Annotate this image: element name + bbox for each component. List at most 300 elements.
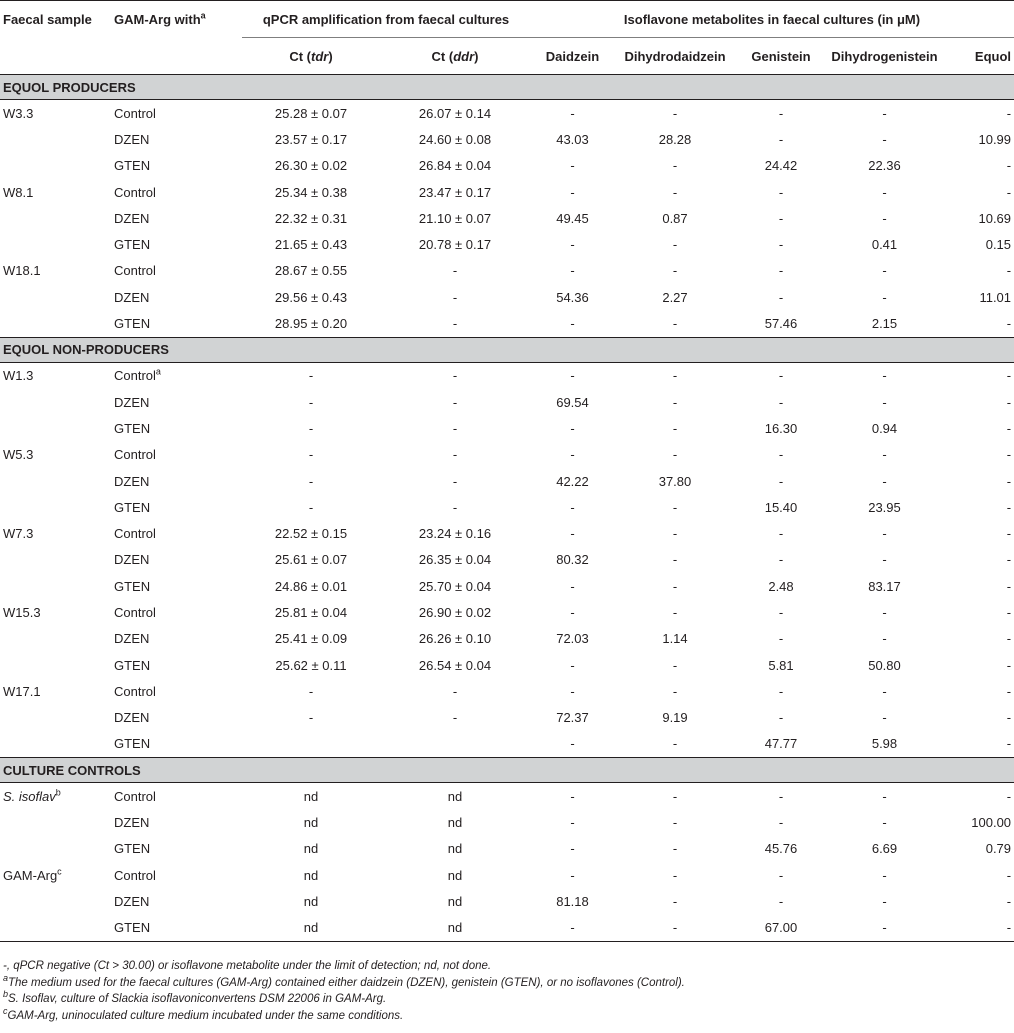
table-row [0,205,1014,231]
cell-ct-tdr: 25.81 ± 0.04 [274,604,348,620]
cell-genistein: - [778,237,784,253]
cell-equol: - [1006,526,1012,542]
section-title: EQUOL NON-PRODUCERS [0,337,1014,362]
cell-condition [114,836,242,862]
header-dihydrodaidzein: Dihydrodaidzein [615,38,735,75]
cell-ct-tdr: nd [303,867,319,883]
cell-dihydrodaidzein: 37.80 [658,473,692,489]
cell-ct-ddr: 20.78 ± 0.17 [418,237,492,253]
header-ct-tdr-close: ) [328,48,333,64]
cell-dihydrodaidzein: - [672,867,678,883]
cell-condition-text: Control [114,105,156,121]
header-dihydrogenistein: Dihydrogenistein [827,38,942,75]
cell-equol: - [1006,420,1012,436]
cell-dihydrodaidzein: - [672,237,678,253]
cell-equol: - [1006,736,1012,752]
cell-condition-text: GTEN [114,736,151,752]
cell-sample [0,310,114,337]
footnote-a [3,972,685,992]
header-ct-tdr-gene: tdr [310,48,329,64]
header-row-2 [0,38,1014,75]
cell-ct-ddr: 25.70 ± 0.04 [418,578,492,594]
cell-daidzein: - [570,158,575,174]
cell-equol: - [1006,394,1012,410]
cell-sample [0,179,114,205]
table-row [0,809,1014,835]
cell-condition [114,389,242,415]
cell-genistein: - [778,815,784,831]
table-row [0,731,1014,758]
cell-genistein: - [778,131,784,147]
cell-genistein: 47.77 [764,736,798,752]
cell-condition [114,547,242,573]
table-row [0,442,1014,468]
cell-sample [0,153,114,179]
header-faecal-sample: Faecal sample [0,1,114,38]
cell-dihydrogenistein: 50.80 [868,657,901,673]
section-header [0,337,1014,362]
cell-ct-ddr: 26.90 ± 0.02 [418,604,492,620]
cell-dihydrodaidzein: - [672,394,678,410]
cell-equol: - [1006,683,1012,699]
cell-dihydrogenistein: 5.98 [871,736,898,752]
cell-dihydrogenistein: - [882,473,887,489]
cell-equol: - [1006,578,1012,594]
cell-sample [0,442,114,468]
cell-sample [0,258,114,284]
cell-equol: 11.01 [979,289,1012,305]
cell-condition-text: GTEN [114,841,151,857]
cell-daidzein: - [570,657,575,673]
cell-condition-text: GTEN [114,499,151,515]
header-equol: Equol [942,38,1014,75]
cell-condition [114,888,242,914]
cell-sample [0,915,114,942]
cell-dihydrogenistein: - [882,210,887,226]
cell-dihydrogenistein: 22.36 [868,158,901,174]
cell-sample [0,284,114,310]
cell-genistein: 24.42 [764,158,798,174]
cell-condition-text: DZEN [114,210,150,226]
footnote-c-sup: c [3,1005,8,1016]
cell-dihydrogenistein: - [882,604,887,620]
table-row [0,468,1014,494]
cell-equol: - [1006,368,1012,384]
cell-daidzein: - [570,604,575,620]
footnote-c-text: GAM-Arg, uninoculated culture medium incubated under the same conditions. [7,1009,404,1022]
table-row [0,258,1014,284]
cell-genistein: - [778,526,784,542]
cell-dihydrogenistein: 83.17 [868,578,901,594]
cell-dihydrogenistein: - [882,526,887,542]
cell-condition [114,731,242,758]
cell-genistein: 45.76 [764,841,798,857]
cell-condition [114,809,242,835]
cell-genistein: - [778,893,784,909]
cell-ct-ddr [380,731,530,758]
cell-ct-ddr: nd [447,841,463,857]
cell-condition-text: DZEN [114,552,150,568]
cell-condition [114,862,242,888]
cell-genistein: - [778,552,784,568]
cell-condition-text: DZEN [114,131,150,147]
cell-condition [114,494,242,520]
cell-sample-text: W15.3 [3,604,41,620]
cell-dihydrodaidzein: - [672,683,678,699]
table-row [0,231,1014,257]
cell-ct-tdr [242,731,380,758]
cell-equol: - [1006,447,1012,463]
header-gam-arg-with [114,1,242,38]
cell-condition-text: Control [114,368,156,384]
footnote-b [3,991,685,1008]
cell-daidzein: - [530,915,615,942]
cell-genistein: 57.46 [764,316,798,332]
header-gam-arg-sup: a [200,10,206,21]
cell-condition [114,442,242,468]
header-blank-1 [0,38,114,75]
cell-dihydrogenistein: - [882,394,887,410]
cell-sample-text: W8.1 [3,184,34,200]
cell-ct-tdr: 28.67 ± 0.55 [274,263,348,279]
cell-equol: - [1006,263,1012,279]
cell-daidzein: - [570,578,575,594]
cell-ct-ddr: - [452,473,458,489]
cell-daidzein: - [570,184,575,200]
cell-equol: - [1006,158,1012,174]
cell-ct-ddr: 26.26 ± 0.10 [418,631,492,647]
cell-dihydrodaidzein: - [672,105,678,121]
header-row-1 [0,1,1014,38]
cell-condition-text: DZEN [114,815,150,831]
cell-condition-text: DZEN [114,893,150,909]
cell-daidzein: 69.54 [556,394,589,410]
cell-daidzein: - [570,263,575,279]
cell-dihydrogenistein: - [882,368,887,384]
header-ct-ddr-close: ) [474,48,479,64]
footnotes [3,958,685,1024]
table-row [0,547,1014,573]
cell-ct-ddr: - [452,683,458,699]
cell-condition [114,573,242,599]
cell-genistein: - [778,394,784,410]
table-row [0,626,1014,652]
table-row [0,310,1014,337]
cell-dihydrodaidzein: - [672,893,678,909]
cell-dihydrogenistein: - [882,105,887,121]
cell-daidzein: - [570,815,575,831]
cell-dihydrodaidzein: - [672,815,678,831]
cell-dihydrodaidzein: 1.14 [662,631,688,647]
cell-dihydrodaidzein: - [672,263,678,279]
cell-ct-ddr: - [452,447,458,463]
cell-ct-tdr: 22.32 ± 0.31 [274,210,348,226]
cell-condition [114,100,242,127]
cell-condition-text: Control [114,263,156,279]
footnote-a-text: The medium used for the faecal cultures (GAM-Arg) contained either daidzein (DZEN), genistein (GTEN), or no isoflavones (Control). [8,976,685,989]
cell-condition [114,153,242,179]
cell-sample [0,705,114,731]
cell-sample [0,362,114,389]
cell-dihydrodaidzein: - [672,499,678,515]
section-header [0,758,1014,783]
cell-genistein: - [778,263,784,279]
cell-ct-ddr: 26.54 ± 0.04 [418,657,492,673]
cell-equol: - [1006,631,1012,647]
cell-dihydrogenistein: 2.15 [871,316,898,332]
cell-ct-tdr: nd [242,915,380,942]
header-ct-tdr [242,38,380,75]
cell-dihydrogenistein: - [882,447,887,463]
cell-condition [114,284,242,310]
cell-sample [0,731,114,758]
cell-ct-ddr: nd [380,915,530,942]
cell-sample [0,652,114,678]
cell-daidzein: 49.45 [556,210,589,226]
cell-ct-tdr: nd [303,893,319,909]
cell-daidzein: - [570,841,575,857]
cell-condition-text: DZEN [114,473,150,489]
cell-equol: - [1006,604,1012,620]
cell-condition [114,783,242,810]
cell-ct-ddr: 26.35 ± 0.04 [418,552,492,568]
cell-sample [0,415,114,441]
cell-ct-tdr: 29.56 ± 0.43 [274,289,348,305]
cell-sample [0,231,114,257]
cell-condition-text: GTEN [114,158,151,174]
cell-dihydrodaidzein: - [672,578,678,594]
cell-dihydrodaidzein: - [672,447,678,463]
cell-ct-ddr: - [452,263,458,279]
cell-sample [0,599,114,625]
cell-equol: 0.79 [985,841,1012,857]
cell-daidzein: - [570,105,575,121]
cell-sample-text: W5.3 [3,447,34,463]
cell-sample-text: W18.1 [3,263,41,279]
cell-genistein: - [778,289,784,305]
cell-sample [0,389,114,415]
table-row [0,520,1014,546]
cell-ct-ddr: - [452,394,458,410]
footnote-a-sup: a [3,972,9,983]
cell-condition-text: GTEN [114,657,151,673]
cell-daidzein: 42.22 [556,473,589,489]
cell-condition [114,915,242,942]
cell-ct-ddr: 21.10 ± 0.07 [418,210,492,226]
table-row [0,494,1014,520]
cell-dihydrogenistein: 23.95 [868,499,901,515]
cell-ct-tdr: nd [303,841,319,857]
table-row [0,284,1014,310]
cell-condition-text: Control [114,867,156,883]
section-title: CULTURE CONTROLS [0,758,1014,783]
cell-ct-ddr: 24.60 ± 0.08 [418,131,492,147]
cell-sample-sup: c [57,866,62,877]
cell-genistein: - [778,210,784,226]
cell-daidzein: - [570,867,575,883]
cell-condition-text: GTEN [114,920,151,936]
table-row [0,915,1014,942]
table-row [0,888,1014,914]
cell-condition [114,468,242,494]
cell-dihydrodaidzein: - [672,552,678,568]
cell-condition [114,678,242,704]
cell-dihydrogenistein: 0.94 [871,420,898,436]
cell-equol: 10.69 [978,210,1012,226]
cell-ct-tdr: - [308,710,314,726]
cell-sample [0,678,114,704]
cell-dihydrogenistein: - [882,631,887,647]
cell-daidzein: 54.36 [556,289,589,305]
cell-dihydrodaidzein: - [672,158,678,174]
cell-ct-tdr: - [308,683,314,699]
cell-genistein: - [778,184,784,200]
table-row [0,599,1014,625]
cell-condition-text: GTEN [114,420,151,436]
cell-dihydrogenistein: - [882,552,887,568]
cell-ct-tdr: 22.52 ± 0.15 [274,526,348,542]
cell-condition [114,231,242,257]
cell-sample [0,468,114,494]
cell-daidzein: - [570,788,575,804]
cell-condition-text: DZEN [114,289,150,305]
cell-condition-text: DZEN [114,394,150,410]
cell-dihydrodaidzein: - [672,788,678,804]
cell-ct-tdr: 25.34 ± 0.38 [274,184,348,200]
cell-dihydrogenistein: - [882,263,887,279]
cell-dihydrogenistein: - [882,815,887,831]
table-row [0,179,1014,205]
cell-ct-ddr: nd [447,867,463,883]
cell-dihydrogenistein: 0.41 [871,237,898,253]
cell-ct-tdr: 25.28 ± 0.07 [274,105,348,121]
cell-ct-tdr: 25.62 ± 0.11 [275,657,347,673]
cell-equol: - [1006,788,1012,804]
cell-condition-text: Control [114,788,156,804]
cell-equol: - [942,915,1014,942]
table-row [0,652,1014,678]
cell-dihydrogenistein: - [882,184,887,200]
cell-ct-tdr: 28.95 ± 0.20 [274,316,348,332]
cell-ct-tdr: - [308,499,314,515]
cell-condition-text: Control [114,683,156,699]
cell-dihydrodaidzein: - [615,915,735,942]
header-ct-ddr [380,38,530,75]
cell-condition [114,705,242,731]
cell-ct-ddr: - [452,368,458,384]
header-ct-ddr-gene: ddr [453,48,475,64]
cell-dihydrogenistein: - [882,867,887,883]
cell-dihydrodaidzein: - [672,736,678,752]
cell-sample [0,126,114,152]
cell-sample [0,888,114,914]
cell-daidzein: 80.32 [556,552,589,568]
cell-condition-text: Control [114,526,156,542]
cell-sample [0,573,114,599]
cell-sample [0,626,114,652]
header-gam-arg-label: GAM-Arg with [114,11,201,27]
cell-sample [0,100,114,127]
cell-daidzein: - [570,368,575,384]
cell-daidzein: - [570,316,575,332]
cell-ct-tdr: - [308,368,314,384]
cell-sample [0,205,114,231]
cell-genistein: 2.48 [768,578,794,594]
footnote-b-sup: b [3,989,9,1000]
header-ct-tdr-prefix: Ct ( [289,48,311,64]
cell-equol: - [1006,105,1012,121]
cell-dihydrodaidzein: 0.87 [662,210,688,226]
header-ct-ddr-prefix: Ct ( [431,48,454,64]
cell-genistein: - [778,604,784,620]
cell-sample-sup: b [55,787,61,798]
cell-sample [0,836,114,862]
cell-equol: - [1006,710,1012,726]
cell-equol: - [1006,499,1012,515]
cell-sample [0,494,114,520]
table-row [0,362,1014,389]
cell-ct-ddr: - [452,420,458,436]
table-row [0,126,1014,152]
cell-sample [0,809,114,835]
cell-dihydrodaidzein: - [672,316,678,332]
table-row [0,100,1014,127]
footnote-b-text: S. Isoflav, culture of Slackia isoflavoniconvertens DSM 22006 in GAM-Arg. [8,993,387,1005]
cell-ct-ddr: - [452,289,458,305]
cell-condition [114,258,242,284]
cell-ct-ddr: nd [447,893,463,909]
cell-condition [114,652,242,678]
cell-dihydrodaidzein: - [672,368,678,384]
cell-genistein: - [778,788,784,804]
table-row [0,153,1014,179]
table-body [0,75,1014,942]
cell-ct-ddr: - [452,316,458,332]
cell-daidzein: - [570,526,575,542]
table-row [0,862,1014,888]
cell-dihydrogenistein: 6.69 [871,841,898,857]
cell-condition [114,310,242,337]
cell-daidzein: - [570,683,575,699]
cell-genistein: - [778,631,784,647]
cell-daidzein: 43.03 [556,131,589,147]
cell-daidzein: - [570,420,575,436]
cell-dihydrodaidzein: - [672,604,678,620]
header-qpcr-group [242,1,530,38]
cell-condition-text: DZEN [114,710,150,726]
cell-dihydrogenistein: - [827,915,942,942]
cell-equol: 100.00 [971,815,1012,831]
cell-sample-text: W3.3 [3,105,34,121]
cell-sample-text: W17.1 [3,683,41,699]
cell-condition [114,205,242,231]
cell-genistein: - [778,683,784,699]
cell-equol: 10.99 [978,131,1012,147]
table-row [0,783,1014,810]
cell-equol: 0.15 [985,237,1012,253]
cell-condition [114,126,242,152]
cell-daidzein: - [570,447,575,463]
cell-genistein: - [778,710,784,726]
cell-ct-ddr: 26.07 ± 0.14 [418,105,492,121]
cell-ct-tdr: nd [303,815,319,831]
cell-condition-text: GTEN [114,578,151,594]
cell-condition [114,599,242,625]
cell-genistein: 5.81 [768,657,794,673]
cell-ct-tdr: 21.65 ± 0.43 [274,237,348,253]
cell-ct-tdr: 25.61 ± 0.07 [274,552,348,568]
cell-ct-tdr: 23.57 ± 0.17 [274,131,348,147]
